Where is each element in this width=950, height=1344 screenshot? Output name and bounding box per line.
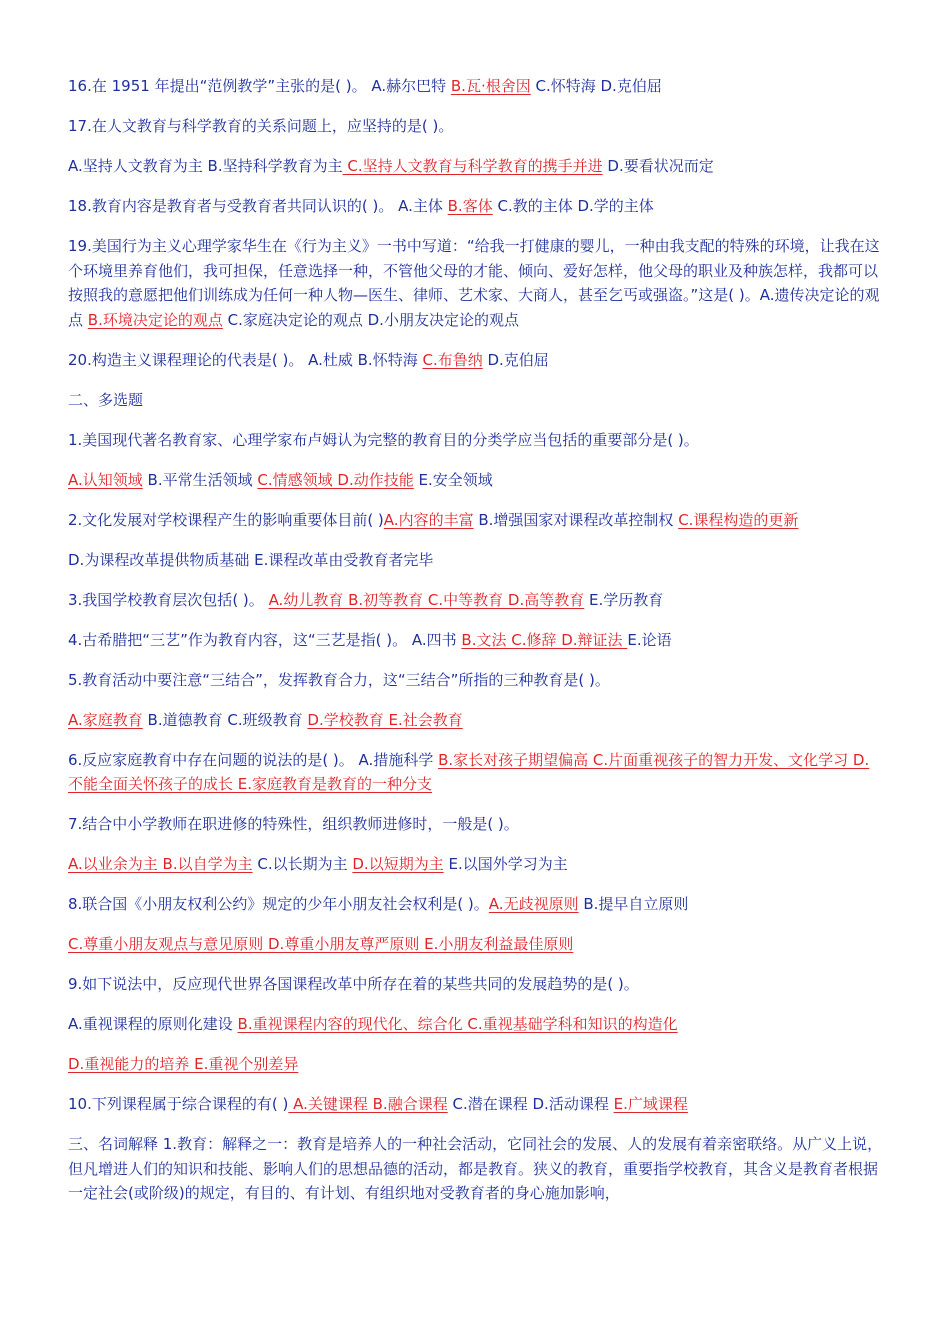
answer-text: C.坚持人文教育与科学教育的携手并进 <box>342 157 603 175</box>
answer-text: B.文法 C.修辞 D.辩证法 <box>461 630 628 649</box>
answer-text: A.家庭教育 <box>68 710 143 729</box>
answer-text: C.尊重小朋友观点与意见原则 D.尊重小朋友尊严原则 E.小朋友利益最佳原则 <box>68 935 574 953</box>
paragraph-m8-opts <box>68 932 884 957</box>
question-text: C.潜在课程 D.活动课程 <box>447 1095 614 1113</box>
question-text: 二、多选题 <box>68 390 144 409</box>
paragraph-m10 <box>68 1092 884 1117</box>
paragraph-q19 <box>68 234 884 332</box>
paragraph-m7-opts <box>68 852 884 877</box>
answer-text: C.课程构造的更新 <box>678 510 799 529</box>
question-text: 19.美国行为主义心理学家华生在《行为主义》一书中写道：“给我一打健康的婴儿，一种由我支配的特殊的环境，让我在这个环境里养育他们，我可担保，任意选择一种，不管他父母的才能、倾向、爱好怎样，他父母的职业及种族怎样，我都可以按照我的意愿把他们训练成为任何一种人物—医生、律师、艺术家、大商人，甚至乞丐或强盗。”这是( )。A.遗传决定论的观点 <box>68 237 880 329</box>
question-text: D.为课程改革提供物质基础 E.课程改革由受教育者完毕 <box>68 550 434 569</box>
answer-text: A.幼儿教育 B.初等教育 C.中等教育 D.高等教育 <box>268 590 585 609</box>
paragraph-q17-opts <box>68 154 884 179</box>
answer-text: B.环境决定论的观点 <box>87 310 223 329</box>
question-text: C.以长期为主 <box>252 855 353 873</box>
question-text: 三、名词解释 1.教育：解释之一：教育是培养人的一种社会活动，它同社会的发展、人的发展有着亲密联络。从广义上说，但凡增进人们的知识和技能、影响人们的思想品德的活动，都是教育。狭义的教育，重要指学校教育，其含义是教育者根据一定社会(或阶级)的规定，有目的、有计划、有组织地对受教育者的身心施加影响， <box>68 1135 883 1202</box>
answer-text: C.布鲁纳 <box>422 350 483 369</box>
paragraph-q20 <box>68 348 884 373</box>
question-text: 17.在人文教育与科学教育的关系问题上，应坚持的是( )。 <box>68 117 454 135</box>
question-text: 6.反应家庭教育中存在问题的说法的是( )。 A.措施科学 <box>68 750 439 769</box>
question-text: C.怀特海 D.克伯屈 <box>530 77 662 95</box>
question-text: E.学历教育 <box>584 590 664 609</box>
question-text: B.平常生活领域 <box>142 470 258 489</box>
question-text: 10.下列课程属于综合课程的有( ) <box>68 1095 289 1113</box>
answer-text: A.关键课程 B.融合课程 <box>288 1095 448 1113</box>
question-text: 20.构造主义课程理论的代表是( )。 A.杜威 B.怀特海 <box>68 350 423 369</box>
paragraph-sec2 <box>68 388 884 413</box>
answer-text: B.客体 <box>447 197 493 215</box>
paragraph-q18 <box>68 194 884 219</box>
question-text: 7.结合中小学教师在职进修的特殊性，组织教师进修时，一般是( )。 <box>68 815 519 833</box>
question-text: 4.古希腊把“三艺”作为教育内容，这“三艺是指( )。 A.四书 <box>68 630 462 649</box>
answer-text: D.以短期为主 <box>352 855 444 873</box>
answer-text: A.以业余为主 B.以自学为主 <box>68 855 253 873</box>
paragraph-m5-opts <box>68 708 884 733</box>
answer-text: C.情感领域 D.动作技能 <box>257 470 414 489</box>
answer-text: E.广域课程 <box>613 1095 688 1113</box>
paragraph-m5 <box>68 668 884 693</box>
question-text: B.提早自立原则 <box>578 895 689 913</box>
question-text: B.道德教育 C.班级教育 <box>142 710 308 729</box>
question-text: 9.如下说法中，反应现代世界各国课程改革中所存在着的某些共同的发展趋势的是( )。 <box>68 975 639 993</box>
question-text: E.以国外学习为主 <box>443 855 568 873</box>
paragraph-m8 <box>68 892 884 917</box>
question-text: E.论语 <box>627 630 672 649</box>
paragraph-m9-opts <box>68 1012 884 1037</box>
question-text: 18.教育内容是教育者与受教育者共同认识的( )。 A.主体 <box>68 197 448 215</box>
answer-text: D.重视能力的培养 E.重视个别差异 <box>68 1055 299 1073</box>
paragraph-m2 <box>68 508 884 533</box>
paragraph-m3 <box>68 588 884 613</box>
question-text: 2.文化发展对学校课程产生的影响重要体目前( ) <box>68 510 384 529</box>
question-text: 8.联合国《小朋友权利公约》规定的少年小朋友社会权利是( )。 <box>68 895 489 913</box>
paragraph-m1-opts <box>68 468 884 493</box>
question-text: E.安全领域 <box>413 470 493 489</box>
answer-text: B.重视课程内容的现代化、综合化 C.重视基础学科和知识的构造化 <box>237 1015 678 1033</box>
question-text: A.重视课程的原则化建设 <box>68 1015 238 1033</box>
paragraph-m7 <box>68 812 884 837</box>
paragraph-m9-opts2 <box>68 1052 884 1077</box>
paragraph-m6 <box>68 748 884 797</box>
question-text: A.坚持人文教育为主 B.坚持科学教育为主 <box>68 157 343 175</box>
question-text: D.克伯屈 <box>482 350 549 369</box>
paragraph-q16 <box>68 74 884 99</box>
answer-text: A.无歧视原则 <box>488 895 579 913</box>
paragraph-m2-opts <box>68 548 884 573</box>
question-text: 3.我国学校教育层次包括( )。 <box>68 590 269 609</box>
answer-text: A.内容的丰富 <box>383 510 474 529</box>
paragraph-m1 <box>68 428 884 453</box>
answer-text: B.瓦·根舍因 <box>450 77 531 95</box>
answer-text: B.家长对孩子期望偏高 C.片面重视孩子的智力开发、文化学习 D.不能全面关怀孩子的成长 E.家庭教育是教育的一种分支 <box>68 750 870 793</box>
question-text: 5.教育活动中要注意“三结合”，发挥教育合力，这“三结合”所指的三种教育是( )。 <box>68 670 610 689</box>
question-text: C.家庭决定论的观点 D.小朋友决定论的观点 <box>222 310 519 329</box>
question-text: D.要看状况而定 <box>602 157 714 175</box>
paragraph-sec3 <box>68 1132 884 1206</box>
paragraph-m9 <box>68 972 884 997</box>
paragraph-q17 <box>68 114 884 139</box>
question-text: B.增强国家对课程改革控制权 <box>473 510 679 529</box>
answer-text: D.学校教育 E.社会教育 <box>307 710 463 729</box>
question-text: 1.美国现代著名教育家、心理学家布卢姆认为完整的教育目的分类学应当包括的重要部分是( )。 <box>68 430 699 449</box>
question-text: 16.在 1951 年提出“范例教学”主张的是( )。 A.赫尔巴特 <box>68 77 451 95</box>
answer-text: A.认知领域 <box>68 470 143 489</box>
paragraph-m4 <box>68 628 884 653</box>
question-text: C.教的主体 D.学的主体 <box>492 197 654 215</box>
